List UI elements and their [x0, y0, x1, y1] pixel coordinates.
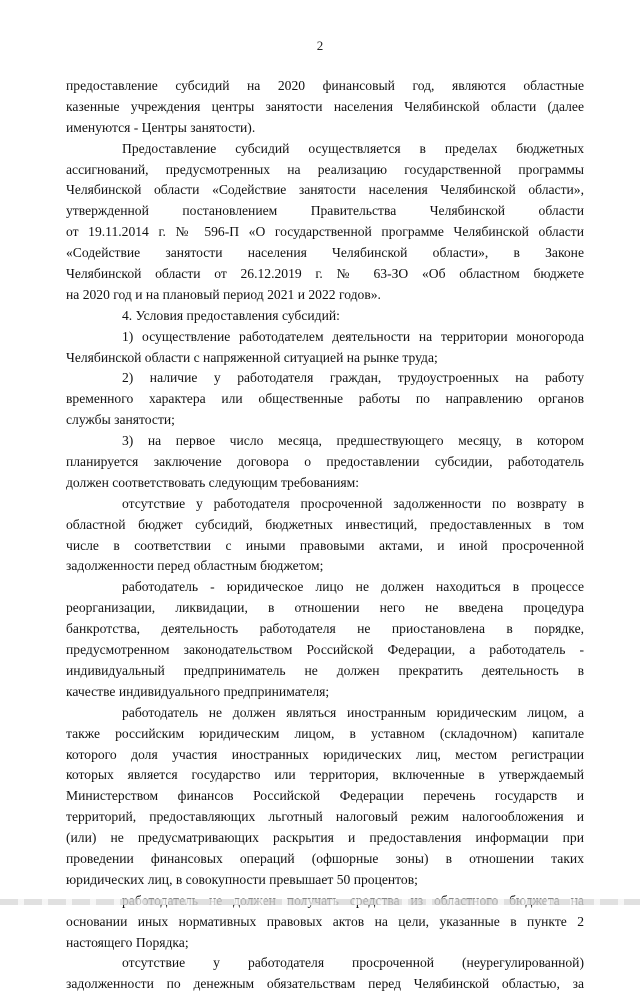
text-line: областной бюджет субсидий, бюджетных инвестиций, предоставленных в том: [66, 516, 584, 532]
text-line: отсутствие у работодателя просроченной (неурегулированной): [122, 955, 584, 971]
text-line: Челябинской области «Содействие занятости населения Челябинской области»,: [66, 182, 584, 198]
text-line: юридических лиц, в совокупности превышает 50 процентов;: [66, 871, 418, 887]
text-line: задолженности перед областным бюджетом;: [66, 558, 324, 574]
text-line: 3) на первое число месяца, предшествующего месяцу, в котором: [122, 433, 584, 449]
text-line: 1) осуществление работодателем деятельности на территории моногорода: [122, 328, 584, 344]
text-line: Челябинской области от 26.12.2019 г. № 63-ЗО «Об областном бюджете: [66, 266, 584, 282]
text-line: «Содействие занятости населения Челябинской области», в Законе: [66, 245, 584, 261]
text-line: (или) не предусматривающих раскрытия и предоставления информации при: [66, 830, 584, 846]
text-line: ассигнований, предусмотренных на реализацию государственной программы: [66, 161, 584, 177]
text-line: утвержденной постановлением Правительства Челябинской области: [66, 203, 584, 219]
text-line: реорганизации, ликвидации, в отношении него не введена процедура: [66, 600, 584, 616]
scan-bottom-edge: [0, 899, 640, 905]
text-line: проведении финансовых операций (офшорные зоны) в отношении таких: [66, 850, 584, 866]
text-line: должен соответствовать следующим требованиям:: [66, 474, 360, 490]
text-line: предусмотренном законодательством Российской Федерации, а работодатель -: [66, 642, 584, 658]
text-line: качестве индивидуального предпринимателя;: [66, 683, 330, 699]
text-line: казенные учреждения центры занятости населения Челябинской области (далее: [66, 98, 584, 114]
text-line: Министерством финансов Российской Федерации перечень государств и: [66, 788, 584, 804]
text-line: Предоставление субсидий осуществляется в пределах бюджетных: [122, 140, 584, 156]
text-line: настоящего Порядка;: [66, 934, 189, 950]
text-line: на 2020 год и на плановый период 2021 и 2022 годов».: [66, 286, 381, 302]
text-line: основании иных нормативных правовых актов на цели, указанные в пункте 2: [66, 913, 584, 929]
text-line: индивидуальный предприниматель не должен прекратить деятельность в: [66, 662, 584, 678]
text-line: временного характера или общественные работы по направлению органов: [66, 391, 584, 407]
text-line: числе в соответствии с иными правовыми актами, и иной просроченной: [66, 537, 584, 553]
document-body: [66, 76, 584, 995]
text-line: отсутствие у работодателя просроченной задолженности по возврату в: [122, 495, 584, 511]
text-line: Челябинской области с напряженной ситуацией на рынке труда;: [66, 349, 438, 365]
text-line: работодатель не должен являться иностранным юридическим лицом, а: [122, 704, 584, 720]
text-line: 4. Условия предоставления субсидий:: [122, 307, 340, 323]
text-line: которых является государство или территория, включенные в утверждаемый: [66, 767, 584, 783]
text-line: от 19.11.2014 г. № 596-П «О государственной программе Челябинской области: [66, 224, 584, 240]
text-line: работодатель - юридическое лицо не должен находиться в процессе: [122, 579, 584, 595]
text-line: задолженности по денежным обязательствам перед Челябинской областью, за: [66, 976, 584, 992]
text-line: планируется заключение договора о предоставлении субсидии, работодатель: [66, 454, 584, 470]
text-line: 2) наличие у работодателя граждан, трудоустроенных на работу: [122, 370, 584, 386]
text-line: которого доля участия иностранных юридических лиц, местом регистрации: [66, 746, 584, 762]
page-number: 2: [316, 38, 324, 53]
text-line: банкротства, деятельность работодателя не приостановлена в порядке,: [66, 621, 584, 637]
text-line: именуются - Центры занятости).: [66, 119, 256, 135]
text-line: предоставление субсидий на 2020 финансовый год, являются областные: [66, 78, 584, 93]
text-line: службы занятости;: [66, 412, 175, 428]
text-line: также российским юридическим лицом, в уставном (складочном) капитале: [66, 725, 584, 741]
text-line: территорий, предоставляющих льготный налоговый режим налогообложения и: [66, 809, 584, 825]
